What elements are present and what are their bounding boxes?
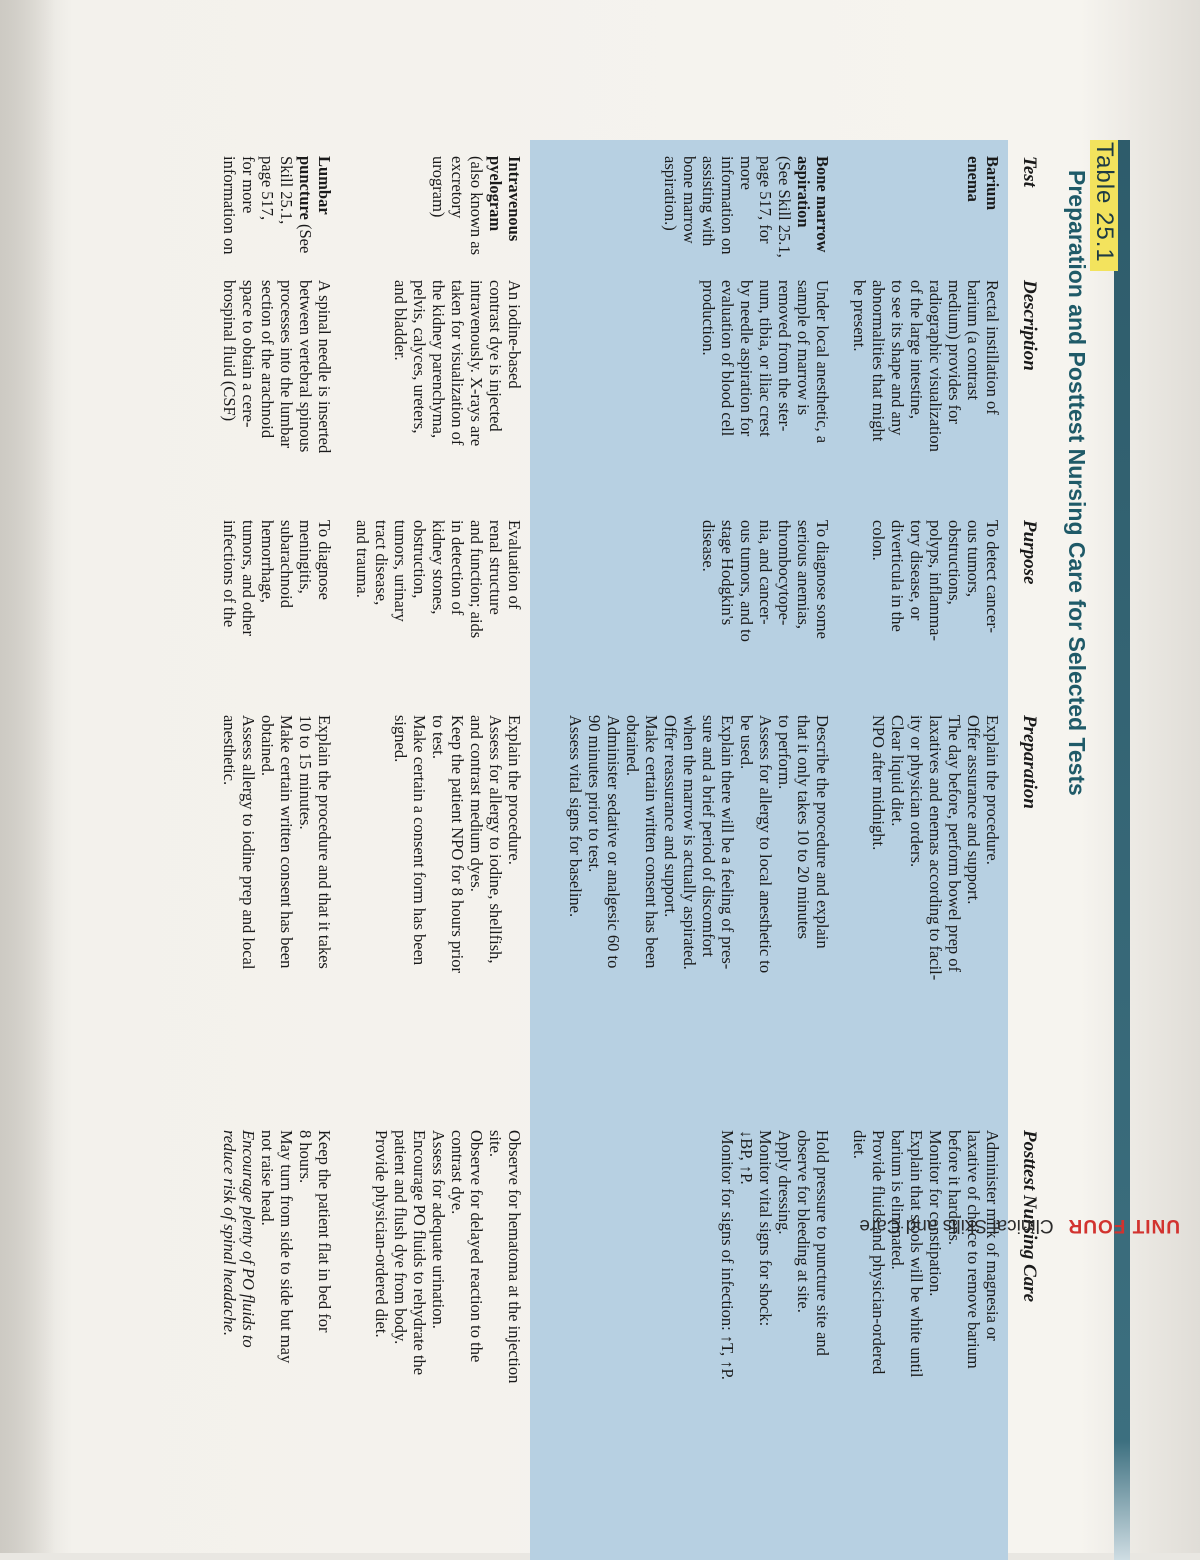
cell-line: Apply dressing. [775,1130,794,1235]
cell-line: intravenously. X-rays are [467,280,486,447]
cell-line: Keep the patient flat in bed for [315,1130,334,1333]
header-posttest-care: Posttest Nursing Care [1019,1130,1040,1303]
cell-line: Observe for hematoma at the injection [505,1130,524,1384]
cell-line: bone marrow [680,156,699,244]
cell-line: Evaluation of [505,520,524,610]
cell-line: Assess for allergy to iodine, shellfish, [486,715,505,964]
cell-line: To diagnose [315,520,334,600]
cell-line: Encourage PO fluids to rehydrate the [410,1130,429,1376]
cell-line: Intravenous [505,156,524,242]
cell-line: obstruction, [410,520,429,599]
cell-line: reduce risk of spinal headache. [220,1130,239,1337]
cell-line: aspiration.) [661,156,680,231]
cell-line: contrast dye. [448,1130,467,1215]
cell-line: The day before, perform bowel prep of [945,715,964,973]
cell-line: Skill 25.1, [277,156,296,225]
cell-line: production. [699,280,718,356]
rotated-table-region [60,140,1130,1560]
cell-line: evaluation of blood cell [718,280,737,437]
cell-line: thrombocytope- [775,520,794,626]
cell-line: Explain there will be a feeling of pres- [718,715,737,970]
header-test: Test [1019,156,1040,187]
cell-line: pyelogram [486,156,505,232]
cell-line: be used. [737,715,756,770]
table-title: Preparation and Posttest Nursing Care for Selected Tests [1064,170,1090,796]
cell-line: brospinal fluid (CSF) [220,280,239,422]
cell-line: pelvis, calyces, ureters, [410,280,429,434]
cell-line: processes into the lumbar [277,280,296,449]
cell-line: of the large intestine, [907,280,926,419]
cell-line: information on [718,156,737,255]
cell-line: Under local anesthetic, a [813,280,832,444]
cell-line: ity or physician orders. [907,715,926,868]
cell-line: ous tumors, and to [737,520,756,642]
cell-line: between vertebral spinous [296,280,315,453]
description-cell [699,280,832,500]
table-row [530,140,838,1560]
cell-line: urogram) [429,156,448,218]
cell-line: obtained. [258,715,277,776]
cell-line: (also known as [467,156,486,255]
cell-line: Offer reassurance and support. [661,715,680,918]
cell-line: Assess allergy to iodine prep and local [239,715,258,970]
cell-line: 8 hours. [296,1130,315,1184]
cell-line: anesthetic. [220,715,239,786]
cell-line: before it hardens. [945,1130,964,1245]
posttest-cell [220,1130,334,1550]
cell-line: medium) provides for [945,280,964,424]
cell-line: NPO after midnight. [869,715,888,851]
cell-line: enema [964,156,983,202]
cell-line: to perform. [775,715,794,790]
preparation-cell [566,715,832,1115]
cell-line: tumors, urinary [391,520,410,622]
cell-line: aspiration [794,156,813,228]
cell-line: barium (a contrast [964,280,983,401]
cell-line: Clear liquid diet. [888,715,907,827]
cell-line: Assess for allergy to local anesthetic to [756,715,775,974]
cell-line: site. [486,1130,505,1158]
test-cell [661,156,832,266]
purpose-cell [699,520,832,700]
cell-line: To detect cancer- [983,520,1002,634]
cell-line: tract disease, [372,520,391,606]
cell-line: num, tibia, or iliac crest [756,280,775,437]
table-number: Table 25.1 [1090,140,1118,271]
cell-line: (See Skill 25.1, [775,156,794,258]
page-gutter-shadow [0,0,55,1553]
cell-line: May turn from side to side but may [277,1130,296,1364]
purpose-cell [869,520,1002,700]
cell-line: Assess vital signs for baseline. [566,715,585,918]
cell-line: page 517, [258,156,277,221]
cell-line: information on [220,156,239,255]
cell-line: obtained. [623,715,642,776]
table-row [50,140,340,1560]
cell-line: Provide physician-ordered diet. [372,1130,391,1338]
header-purpose: Purpose [1019,520,1040,585]
cell-line: meningitis, [296,520,315,594]
cell-line: abnormalities that might [869,280,888,442]
cell-line: Observe for delayed reaction to the [467,1130,486,1363]
cell-line: by needle aspiration for [737,280,756,437]
cell-line: Rectal instillation of [983,280,1002,415]
cell-line: that it only takes 10 to 20 minutes [794,715,813,940]
cell-line: serious anemias, [794,520,813,630]
cell-line: An iodine-based [505,280,524,389]
running-head-unit: UNIT FOUR [1067,1215,1180,1236]
cell-line: radiographic visualization [926,280,945,452]
cell-line: Make certain written consent has been [277,715,296,969]
title-rule [1114,140,1130,1440]
running-head-title: Clinical Skills and Care [859,1215,1054,1236]
posttest-cell [372,1130,524,1550]
cell-line: page 517, for [756,156,775,244]
purpose-cell [220,520,334,700]
cell-line: more [737,156,756,190]
cell-line: To diagnose some [813,520,832,639]
table-row [838,140,1008,1560]
table-row [340,140,530,1560]
cell-line: section of the arachnoid [258,280,277,439]
cell-line: and trauma. [353,520,372,598]
cell-line: in detection of [448,520,467,616]
cell-line: assisting with [699,156,718,247]
cell-line: infections of the [220,520,239,628]
description-cell [850,280,1002,500]
description-cell [220,280,334,500]
cell-line: Keep the patient NPO for 8 hours prior [448,715,467,973]
cell-line: sample of marrow is [794,280,813,416]
table-header-row [1006,140,1050,1560]
cell-line: for more [239,156,258,214]
cell-line: diverticula in the [888,520,907,632]
cell-line: renal structure [486,520,505,615]
cell-line: tory disease, or [907,520,926,621]
test-cell [429,156,524,266]
cell-line: A spinal needle is inserted [315,280,334,454]
posttest-cell [718,1130,832,1550]
cell-line: Explain the procedure and that it takes [315,715,334,969]
title-rule-fade [1114,1440,1130,1560]
test-cell [964,156,1002,266]
cell-line: Monitor vital signs for shock: [756,1130,775,1327]
cell-line: tumors, and other [239,520,258,636]
cell-line: Describe the procedure and explain [813,715,832,949]
cell-line: polyps, inflamma- [926,520,945,641]
cell-line: patient and flush dye from body. [391,1130,410,1345]
cell-line: removed from the ster- [775,280,794,432]
cell-line: 10 to 15 minutes. [296,715,315,830]
running-head [720,1206,1180,1236]
cell-line: contrast dye is injected [486,280,505,432]
cell-line: Encourage plenty of PO fluids to [239,1130,258,1348]
cell-line: kidney stones, [429,520,448,615]
cell-line: Monitor for signs of infection: ↑T, ↑P. [718,1130,737,1380]
cell-line: Assess for adequate urination. [429,1130,448,1329]
cell-line: 90 minutes prior to test. [585,715,604,873]
preparation-cell [391,715,524,1115]
cell-line: taken for visualization of [448,280,467,446]
cell-line: to test. [429,715,448,759]
cell-line: and contrast medium dyes. [467,715,486,892]
cell-line: Offer assurance and support. [964,715,983,905]
test-cell [220,156,334,266]
cell-line: not raise head. [258,1130,277,1226]
cell-line: Make certain written consent has been [642,715,661,969]
cell-line: colon. [869,520,888,561]
cell-line: excretory [448,156,467,219]
cell-line: Administer sedative or analgesic 60 to [604,715,623,969]
header-preparation: Preparation [1019,715,1040,809]
cell-line: Hold pressure to puncture site and [813,1130,832,1356]
cell-line: be present. [850,280,869,352]
cell-line: Administer milk of magnesia or [983,1130,1002,1341]
cell-line: Barium [983,156,1002,211]
cell-line: stage Hodgkin's [718,520,737,626]
cell-line: ous tumors, [964,520,983,598]
cell-line: laxative of choice to remove barium [964,1130,983,1369]
cell-line: hemorrhage, [258,520,277,603]
cell-line: sure and a brief period of discomfort [699,715,718,957]
cell-line: Monitor for constipation. [926,1130,945,1297]
cell-line: Explain the procedure. [505,715,524,865]
cell-line: disease. [699,520,718,572]
cell-line: and bladder. [391,280,410,361]
header-description: Description [1019,280,1040,371]
cell-line: laxatives and enemas according to facil- [926,715,945,981]
cell-line: Explain the procedure. [983,715,1002,865]
cell-line: obstructions, [945,520,964,605]
cell-line: ↓BP, ↑P. [737,1130,756,1185]
cell-line: to see its shape and any [888,280,907,436]
preparation-cell [220,715,334,1115]
cell-line: observe for bleeding at site. [794,1130,813,1313]
cell-line: Lumbar [315,156,334,215]
cell-line: signed. [391,715,410,763]
cell-line: subarachnoid [277,520,296,608]
cell-line: diet. [850,1130,869,1159]
cell-line: and function; aids [467,520,486,639]
description-cell [391,280,524,500]
table-title-bar [1058,140,1130,1560]
cell-line: barium is eliminated. [888,1130,907,1270]
cell-line: puncture (See [296,156,315,254]
cell-line: when the marrow is actually aspirated. [680,715,699,970]
preparation-cell [869,715,1002,1115]
cell-line: Provide fluids and physician-ordered [869,1130,888,1375]
cell-line: space to obtain a cere- [239,280,258,428]
posttest-cell [850,1130,1002,1550]
cell-line: nia, and cancer- [756,520,775,625]
cell-line: the kidney parenchyma, [429,280,448,439]
cell-line: Explain that stools will be white until [907,1130,926,1378]
cell-line: Bone marrow [813,156,832,253]
purpose-cell [353,520,524,700]
cell-line: Make certain a consent form has been [410,715,429,966]
